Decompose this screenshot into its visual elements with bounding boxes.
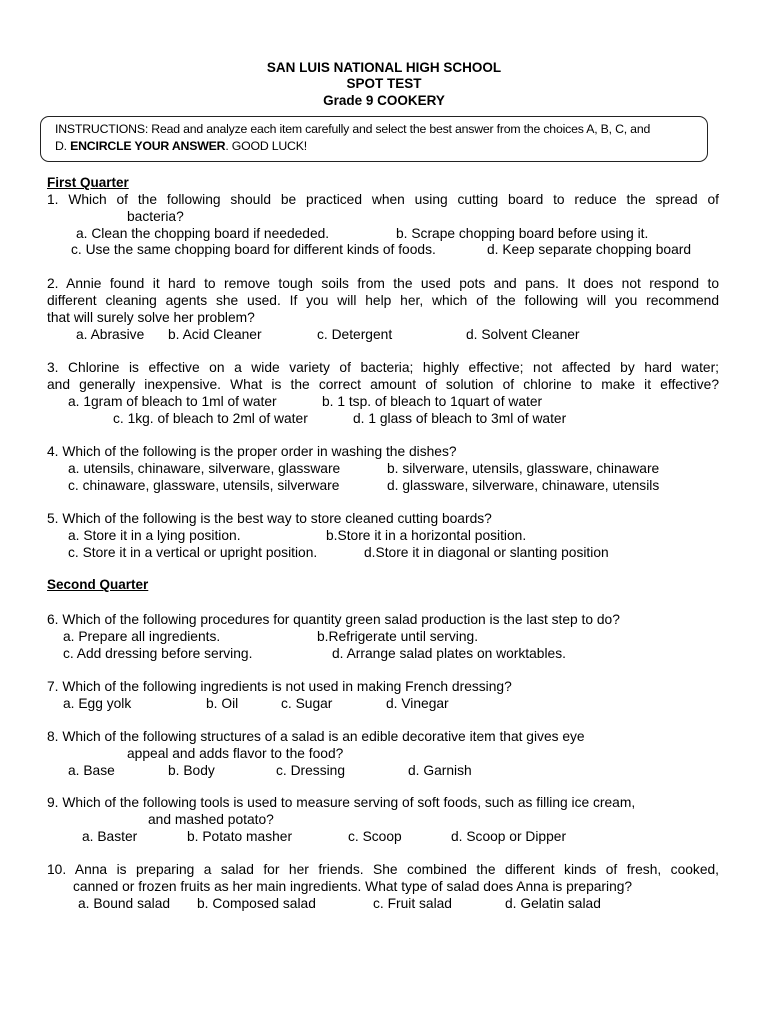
- q2-option-b[interactable]: b. Acid Cleaner: [168, 327, 262, 342]
- q3-option-d[interactable]: d. 1 glass of bleach to 3ml of water: [353, 411, 567, 426]
- q2-stem-line-3: that will surely solve her problem?: [47, 310, 255, 325]
- instructions-box: [40, 116, 708, 162]
- test-title: SPOT TEST: [346, 76, 422, 91]
- q8-stem-line-1: 8. Which of the following structures of a salad is an edible decorative item that gives eye: [47, 729, 585, 744]
- second-quarter-heading: Second Quarter: [47, 577, 149, 592]
- instructions-line-1: INSTRUCTIONS: Read and analyze each item carefully and select the best answer from the choices A, B, C, and: [55, 122, 651, 136]
- q1-option-d[interactable]: d. Keep separate chopping board: [487, 242, 692, 257]
- q4-option-d[interactable]: d. glassware, silverware, chinaware, utensils: [387, 478, 660, 493]
- q1-option-c[interactable]: c. Use the same chopping board for different kinds of foods.: [71, 242, 436, 257]
- q6-stem-line-1: 6. Which of the following procedures for quantity green salad production is the last step to do?: [47, 612, 620, 627]
- q8-option-d[interactable]: d. Garnish: [408, 763, 472, 778]
- q4-option-b[interactable]: b. silverware, utensils, glassware, chinaware: [387, 461, 660, 476]
- q9-option-d[interactable]: d. Scoop or Dipper: [451, 829, 567, 844]
- q7-stem-line-1: 7. Which of the following ingredients is not used in making French dressing?: [47, 679, 512, 694]
- q2-stem-line-1: 2. Annie found it hard to remove tough soils from the used pots and pans. It does not respond to: [47, 276, 719, 291]
- q6-option-d[interactable]: d. Arrange salad plates on worktables.: [332, 646, 566, 661]
- instructions-suffix: . GOOD LUCK!: [225, 139, 307, 153]
- q9-option-a[interactable]: a. Baster: [82, 829, 138, 844]
- q3-stem-line-1: 3. Chlorine is effective on a wide variety of bacteria; highly effective; not affected by hard water;: [47, 360, 719, 375]
- q3-option-c[interactable]: c. 1kg. of bleach to 2ml of water: [113, 411, 308, 426]
- q4-option-c[interactable]: c. chinaware, glassware, utensils, silverware: [68, 478, 340, 493]
- q10-stem-line-1: 10. Anna is preparing a salad for her friends. She combined the different kinds of fresh, cooked,: [47, 862, 719, 877]
- q5-stem-line-1: 5. Which of the following is the best way to store cleaned cutting boards?: [47, 511, 492, 526]
- q5-option-a[interactable]: a. Store it in a lying position.: [68, 528, 241, 543]
- q8-stem-line-2: appeal and adds flavor to the food?: [127, 746, 344, 761]
- q9-stem-line-1: 9. Which of the following tools is used to measure serving of soft foods, such as filling ice cream,: [47, 795, 636, 810]
- q3-stem-line-2: and generally inexpensive. What is the correct amount of solution of chlorine to make it effective?: [47, 377, 719, 392]
- q6-option-b[interactable]: b.Refrigerate until serving.: [317, 629, 479, 644]
- q7-option-c[interactable]: c. Sugar: [281, 696, 333, 711]
- q10-stem-line-2: canned or frozen fruits as her main ingredients. What type of salad does Anna is preparing?: [73, 879, 633, 894]
- q7-option-d[interactable]: d. Vinegar: [386, 696, 449, 711]
- q4-option-a[interactable]: a. utensils, chinaware, silverware, glassware: [68, 461, 341, 476]
- q3-option-b[interactable]: b. 1 tsp. of bleach to 1quart of water: [322, 394, 543, 409]
- q1-stem-line-1: 1. Which of the following should be practiced when using cutting board to reduce the spread of: [47, 192, 719, 207]
- q7-option-b[interactable]: b. Oil: [206, 696, 239, 711]
- q5-option-b[interactable]: b.Store it in a horizontal position.: [326, 528, 527, 543]
- q9-stem-line-2: and mashed potato?: [148, 812, 274, 827]
- q8-option-b[interactable]: b. Body: [168, 763, 215, 778]
- q8-option-a[interactable]: a. Base: [68, 763, 115, 778]
- q2-option-c[interactable]: c. Detergent: [317, 327, 393, 342]
- q10-option-c[interactable]: c. Fruit salad: [373, 896, 452, 911]
- instructions-line-2: [55, 138, 693, 155]
- instructions-emphasis: ENCIRCLE YOUR ANSWER: [70, 139, 226, 153]
- q3-option-a[interactable]: a. 1gram of bleach to 1ml of water: [68, 394, 277, 409]
- q9-option-b[interactable]: b. Potato masher: [187, 829, 293, 844]
- q8-option-c[interactable]: c. Dressing: [276, 763, 346, 778]
- subject-title: Grade 9 COOKERY: [323, 93, 445, 108]
- q5-option-d[interactable]: d.Store it in diagonal or slanting position: [364, 545, 609, 560]
- q6-option-c[interactable]: c. Add dressing before serving.: [63, 646, 253, 661]
- q10-option-d[interactable]: d. Gelatin salad: [505, 896, 601, 911]
- q10-option-a[interactable]: a. Bound salad: [78, 896, 171, 911]
- q5-option-c[interactable]: c. Store it in a vertical or upright position.: [68, 545, 318, 560]
- q4-stem-line-1: 4. Which of the following is the proper order in washing the dishes?: [47, 444, 457, 459]
- q1-option-b[interactable]: b. Scrape chopping board before using it.: [396, 226, 649, 241]
- first-quarter-heading: First Quarter: [47, 175, 129, 190]
- q2-stem-line-2: different cleaning agents she used. If you will help her, which of the following will you recommend: [47, 293, 719, 308]
- q2-option-a[interactable]: a. Abrasive: [76, 327, 145, 342]
- instructions-prefix: D.: [55, 139, 71, 153]
- q7-option-a[interactable]: a. Egg yolk: [63, 696, 132, 711]
- q1-option-a[interactable]: a. Clean the chopping board if neededed.: [76, 226, 330, 241]
- q9-option-c[interactable]: c. Scoop: [348, 829, 402, 844]
- q1-stem-line-2: bacteria?: [127, 209, 184, 224]
- school-name: SAN LUIS NATIONAL HIGH SCHOOL: [266, 60, 502, 75]
- q10-option-b[interactable]: b. Composed salad: [197, 896, 316, 911]
- q6-option-a[interactable]: a. Prepare all ingredients.: [63, 629, 221, 644]
- q2-option-d[interactable]: d. Solvent Cleaner: [466, 327, 580, 342]
